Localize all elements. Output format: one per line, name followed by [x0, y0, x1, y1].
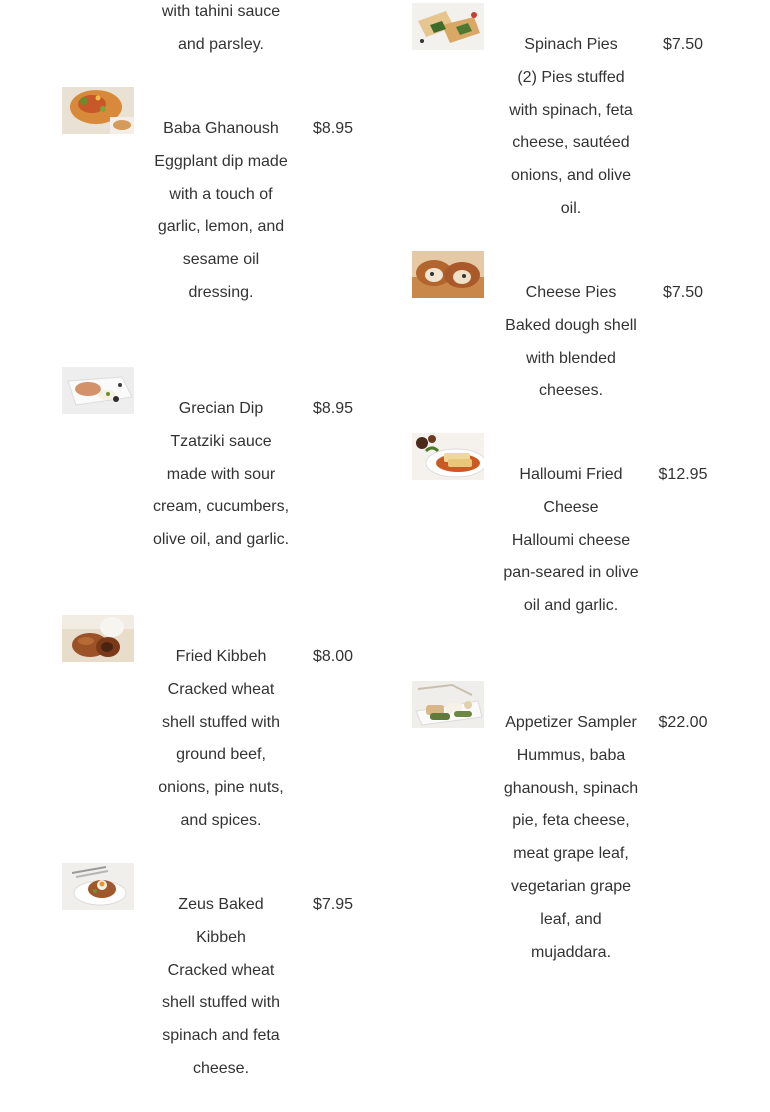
menu-item-price: $8.95	[312, 400, 354, 417]
spinach-pie-photo-icon	[412, 3, 484, 50]
menu-item-description: Baked dough shell with blended cheeses.	[505, 316, 637, 400]
cheese-pie-photo-icon	[412, 251, 484, 298]
menu-item-description: Halloumi cheese pan-seared in olive oil and garlic.	[503, 531, 639, 615]
halloumi-photo-icon	[412, 433, 484, 480]
menu-item-price: $7.95	[312, 896, 354, 913]
menu-item-description: with tahini sauce and parsley.	[161, 3, 281, 53]
eggplant-dip-photo-icon	[62, 87, 134, 134]
tzatziki-photo-icon	[62, 367, 134, 414]
menu-item-text	[152, 641, 290, 838]
menu-item-text	[152, 393, 290, 557]
baked-kibbeh-photo-icon	[62, 863, 134, 910]
menu-item-name: Halloumi Fried Cheese	[519, 466, 623, 516]
menu-item-text	[152, 0, 290, 62]
menu-item-price: $22.00	[658, 714, 708, 731]
menu-item-name: Baba Ghanoush	[163, 120, 279, 137]
menu-item-description: Cracked wheat shell stuffed with ground beef, onions, pine nuts, and spices.	[158, 680, 284, 829]
menu-item-price: $8.95	[312, 120, 354, 137]
menu-item-name: Spinach Pies	[524, 36, 618, 53]
menu-item-description: Tzatziki sauce made with sour cream, cucumbers, olive oil, and garlic.	[152, 432, 290, 549]
menu-item-price: $8.00	[312, 648, 354, 665]
sampler-photo-icon	[412, 681, 484, 728]
menu-item-description: Cracked wheat shell stuffed with spinach and feta cheese.	[162, 961, 280, 1077]
menu-item-name: Appetizer Sampler	[505, 714, 637, 731]
menu-item-description: Eggplant dip made with a touch of garlic, lemon, and sesame oil dressing.	[154, 152, 288, 301]
menu-item-price: $12.95	[658, 466, 708, 483]
menu-item-name: Cheese Pies	[525, 284, 617, 301]
menu-item-text	[502, 459, 640, 623]
menu-item-text	[152, 889, 290, 1086]
menu-item-name: Zeus Baked Kibbeh	[178, 896, 264, 946]
menu-item-name: Fried Kibbeh	[175, 648, 267, 665]
menu-item-text	[502, 29, 640, 226]
menu-item-text	[152, 113, 290, 310]
fried-kibbeh-photo-icon	[62, 615, 134, 662]
menu-item-price: $7.50	[662, 284, 704, 301]
menu-item-text	[502, 707, 640, 969]
menu-item-text	[502, 277, 640, 408]
menu-item-description: (2) Pies stuffed with spinach, feta cheese, sautéed onions, and olive oil.	[509, 68, 633, 217]
menu-item-description: Hummus, baba ghanoush, spinach pie, feta cheese, meat grape leaf, vegetarian grape leaf, and mujaddara.	[503, 746, 639, 961]
menu-item-name: Grecian Dip	[178, 400, 264, 417]
menu-item-price: $7.50	[662, 36, 704, 53]
